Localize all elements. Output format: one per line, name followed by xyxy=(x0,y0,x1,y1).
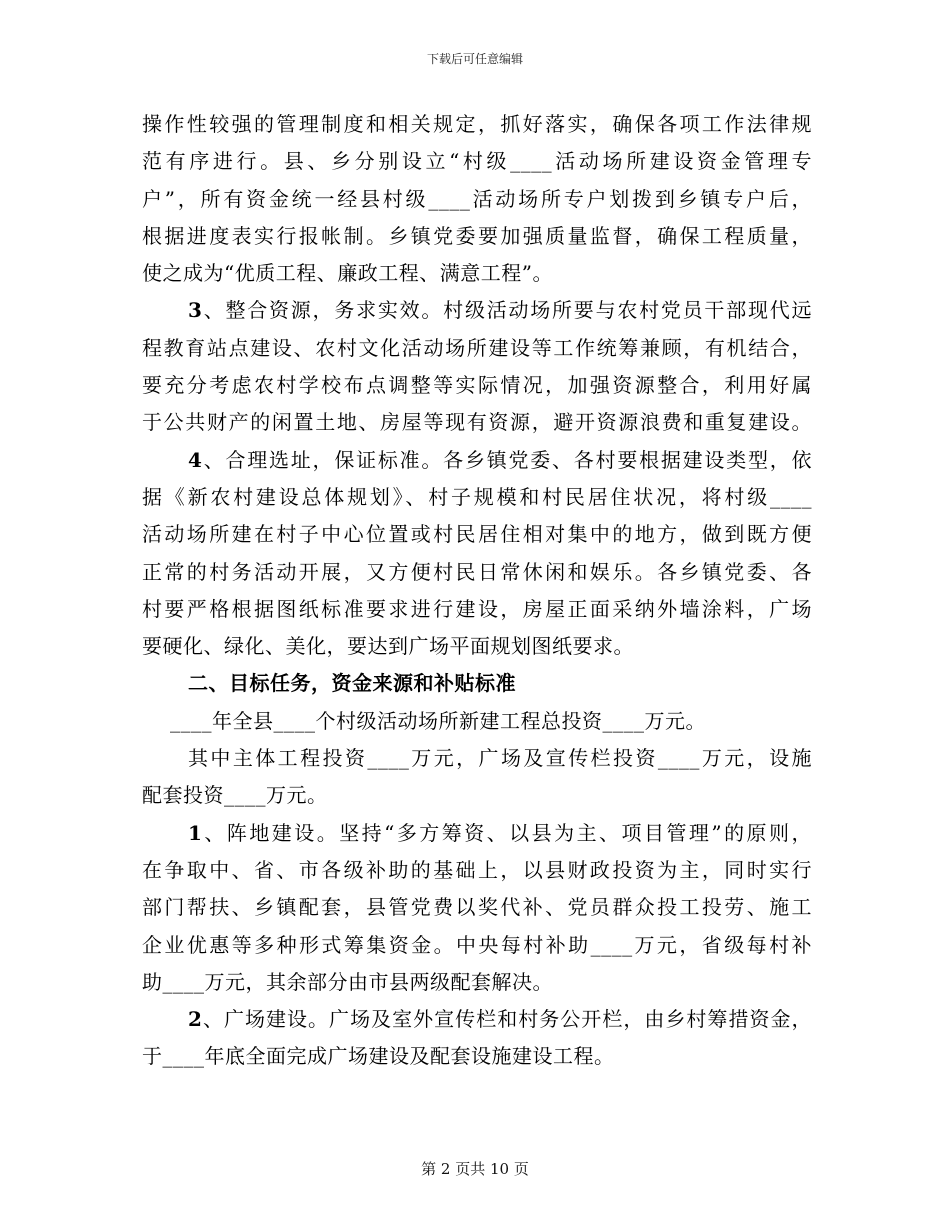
paragraph-line: 范有序进行。县、乡分别设立“村级____活动场所建设资金管理专 xyxy=(142,149,812,174)
paragraph-line: 据《新农村建设总体规划》、村子规模和村民居住状况，将村级____ xyxy=(142,484,812,509)
item-number: 4 xyxy=(188,447,203,472)
paragraph-line: 于____年底全面完成广场建设及配套设施建设工程。 xyxy=(142,1044,615,1069)
paragraph-line: 其中主体工程投资____万元，广场及宣传栏投资____万元，设施 xyxy=(188,746,812,771)
paragraph-line: 于公共财产的闲置土地、房屋等现有资源，避开资源浪费和重复建设。 xyxy=(142,410,812,435)
paragraph-line: 企业优惠等多种形式筹集资金。中央每村补助____万元，省级每村补 xyxy=(142,932,812,957)
paragraph-line: 户”，所有资金统一经县村级____活动场所专户划拨到乡镇专户后， xyxy=(142,186,812,211)
paragraph-line: 村要严格根据图纸标准要求进行建设，房屋正面采纳外墙涂料，广场 xyxy=(142,596,812,621)
item-text: 、合理选址，保证标准。各乡镇党委、各村要根据建设类型，依 xyxy=(202,447,812,472)
paragraph-line: 根据进度表实行报帐制。乡镇党委要加强质量监督，确保工程质量， xyxy=(142,223,812,248)
document-body xyxy=(142,106,812,1076)
paragraph-line: 活动场所建在村子中心位置或村民居住相对集中的地方，做到既方便 xyxy=(142,522,812,547)
paragraph-line: 程教育站点建设、农村文化活动场所建设等工作统筹兼顾，有机结合， xyxy=(142,335,812,360)
paragraph-line-numbered xyxy=(142,442,812,479)
item-number: 1 xyxy=(188,820,203,845)
paragraph-line: 操作性较强的管理制度和相关规定，抓好落实，确保各项工作法律规 xyxy=(142,112,812,136)
paragraph-line: 部门帮扶、乡镇配套，县管党费以奖代补、党员群众投工投劳、施工 xyxy=(142,895,812,920)
page-header: 下载后可任意编辑 xyxy=(426,52,523,66)
item-number: 2 xyxy=(188,1007,203,1032)
paragraph-line: 要充分考虑农村学校布点调整等实际情况，加强资源整合，利用好属 xyxy=(142,373,812,398)
paragraph-line: 正常的村务活动开展，又方便村民日常休闲和娱乐。各乡镇党委、各 xyxy=(142,559,812,584)
section-heading: 二、目标任务，资金来源和补贴标准 xyxy=(188,671,516,696)
item-text: 、阵地建设。坚持“多方筹资、以县为主、项目管理”的原则， xyxy=(202,820,812,845)
paragraph-line-numbered xyxy=(142,1001,812,1038)
paragraph-line: 使之成为“优质工程、廉政工程、满意工程”。 xyxy=(142,261,553,286)
paragraph-line: 助____万元，其余部分由市县两级配套解决。 xyxy=(142,969,553,994)
item-text: 、广场建设。广场及室外宣传栏和村务公开栏，由乡村筹措资金， xyxy=(202,1007,812,1032)
paragraph-line: 配套投资____万元。 xyxy=(142,783,328,808)
paragraph-line: 要硬化、绿化、美化，要达到广场平面规划图纸要求。 xyxy=(142,634,634,659)
paragraph-line: ____年全县____个村级活动场所新建工程总投资____万元。 xyxy=(170,708,706,733)
paragraph-line-numbered xyxy=(142,815,812,852)
page-footer: 第 2 页共 10 页 xyxy=(421,1160,529,1178)
item-text: 、整合资源，务求实效。村级活动场所要与农村党员干部现代远 xyxy=(202,298,812,323)
paragraph-line: 在争取中、省、市各级补助的基础上，以县财政投资为主，同时实行 xyxy=(142,857,812,882)
paragraph-line-numbered xyxy=(142,292,812,329)
item-number: 3 xyxy=(188,298,203,323)
